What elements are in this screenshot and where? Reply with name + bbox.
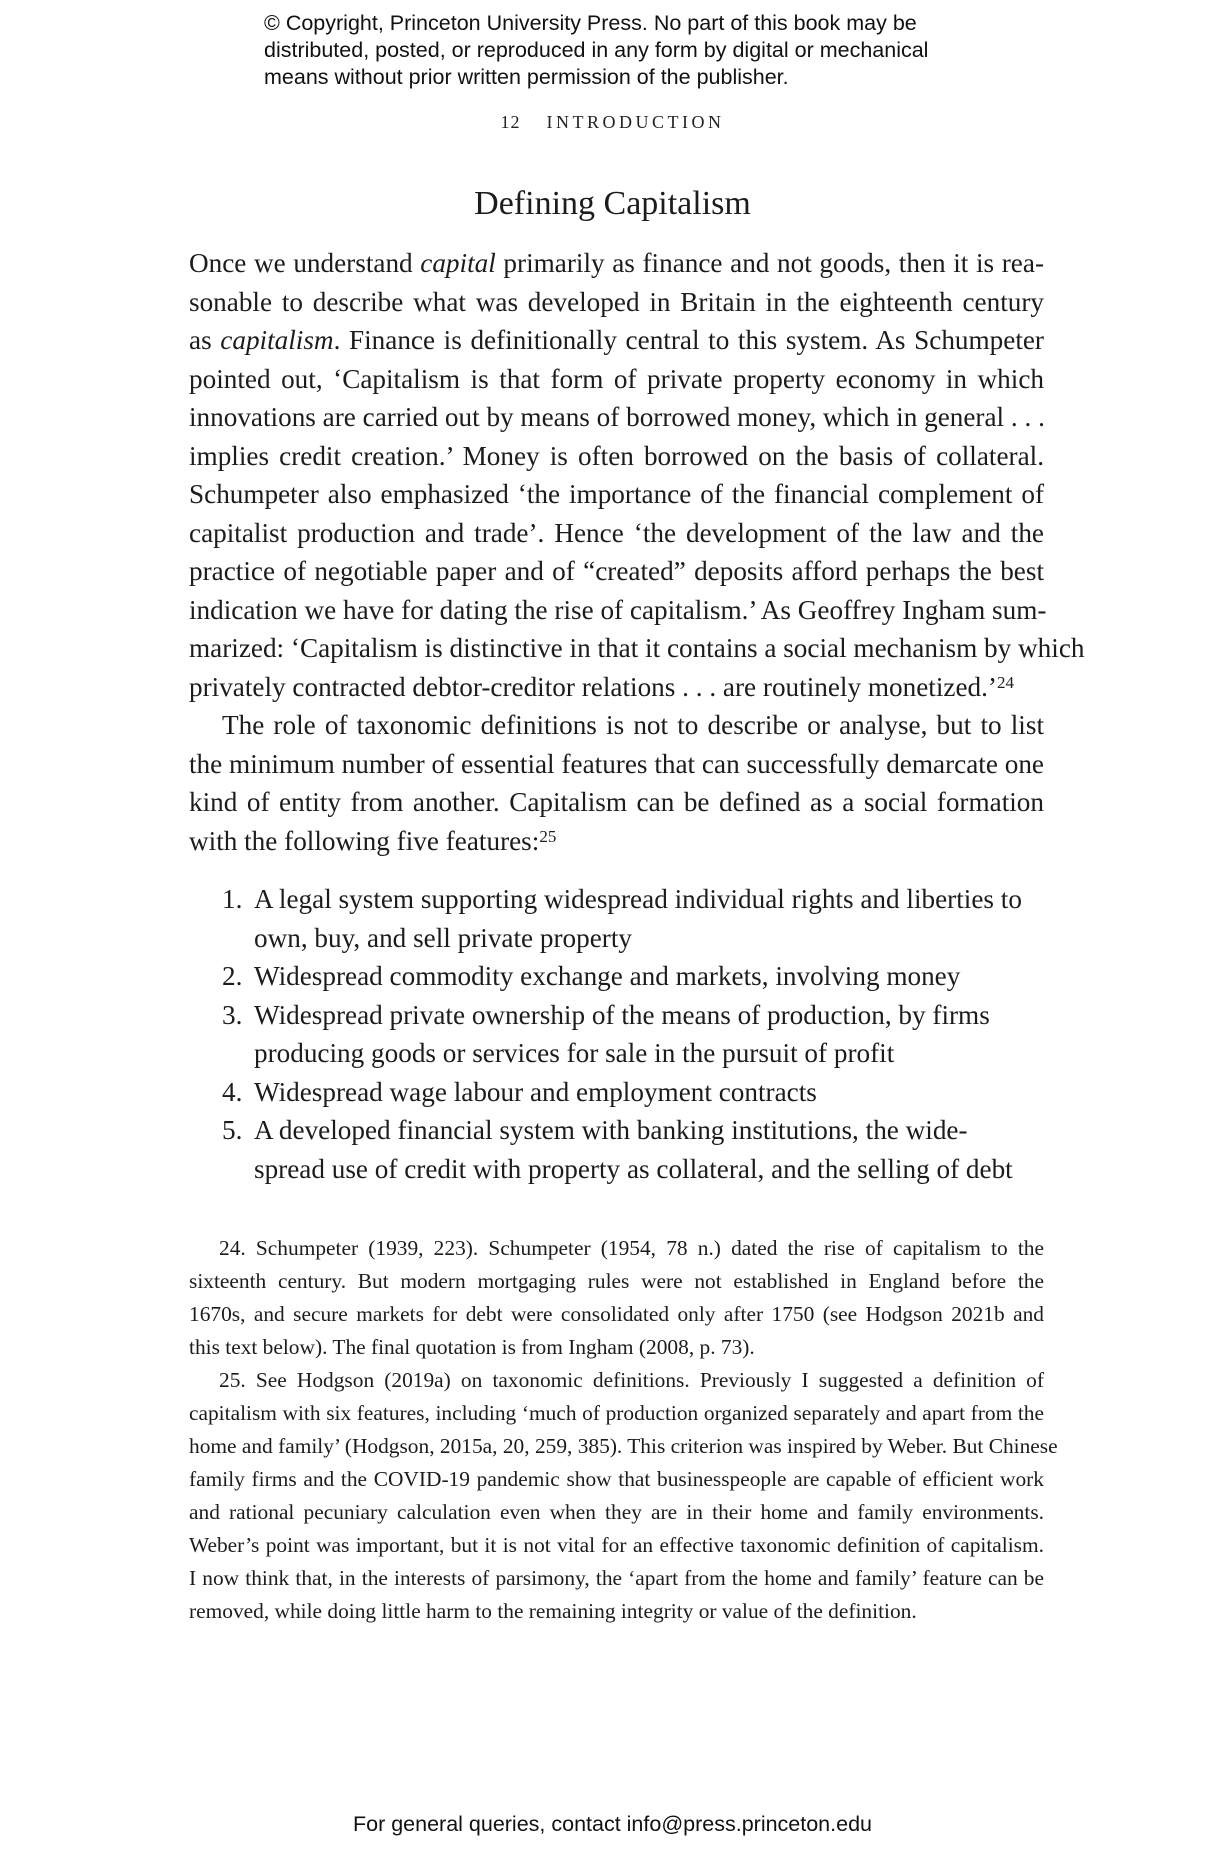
text-line: The role of taxonomic definitions is not to describe or analyse, but to list [222,710,1044,740]
text-line: the minimum number of essential features that can successfully demarcate one [189,748,1044,779]
footnote-line: Weber’s point was important, but it is not vital for an effective taxonomic definition of capitalism. [189,1533,1044,1557]
text-line: innovations are carried out by means of borrowed money, which in general . . . [189,402,1045,432]
footnote-line: 1670s, and secure markets for debt were consolidated only after 1750 (see Hodgson 2021b and [189,1302,1044,1326]
text-line: indication we have for dating the rise of capitalism.’ As Geoffrey Ingham sum- [189,594,1047,625]
list-item-text: A developed financial system with banking institutions, the wide- [254,1115,968,1145]
list-item-text: Widespread wage labour and employment contracts [254,1076,817,1107]
list-item-text: A legal system supporting widespread individual rights and liberties to [254,884,1022,914]
text-line: Once we understand capital primarily as finance and not goods, then it is rea- [189,248,1044,278]
features-list [189,880,1044,1188]
list-item [189,1073,1044,1112]
footnote-line: I now think that, in the interests of parsimony, the ‘apart from the home and family’ feature can be [189,1566,1044,1590]
page-number: 12 [500,112,521,132]
list-item [189,1111,1044,1188]
list-item-text: producing goods or services for sale in the pursuit of profit [254,1038,895,1068]
list-item-text: Widespread commodity exchange and markets, involving money [254,961,961,991]
text-line: Schumpeter also emphasized ‘the importance of the financial complement of [189,479,1044,509]
list-item-number: 4. [222,1076,243,1107]
copyright-line: distributed, posted, or reproduced in any form by digital or mechanical [264,38,929,62]
contact-line: For general queries, contact info@press.princeton.edu [352,1812,872,1836]
running-head [0,112,1225,133]
emphasis-capital: capital [420,248,496,278]
footnote-25: 25. See Hodgson (2019a) on taxonomic definitions. Previously I suggested a definition of [219,1368,1044,1392]
footnote-line: and rational pecuniary calculation even when they are in their home and family environments. [189,1500,1044,1524]
footnote-line: this text below). The final quotation is from Ingham (2008, p. 73). [189,1335,755,1359]
text-line: as capitalism. Finance is definitionally central to this system. As Schumpeter [189,325,1044,355]
list-item [189,996,1044,1073]
copyright-notice [264,10,1024,91]
footnotes [189,1232,1058,1628]
text-line: with the following five features:$^{25}$ [189,825,557,856]
list-item-number: 3. [222,999,243,1030]
footnote-line: capitalism with six features, including ‘much of production organized separately and apart from the [189,1401,1044,1425]
emphasis-capitalism: capitalism [220,325,334,355]
text-line: privately contracted debtor-creditor relations . . . are routinely monetized.’$^{24}$ [189,671,1014,702]
section-title: Defining Capitalism [474,185,751,222]
list-item-number: 5. [222,1115,243,1145]
text-line: practice of negotiable paper and of “created” deposits afford perhaps the best [189,556,1044,586]
list-item-text: Widespread private ownership of the means of production, by firms [254,999,990,1030]
running-head-section: INTRODUCTION [546,112,725,132]
list-item-number: 2. [222,961,243,991]
copyright-line: © Copyright, Princeton University Press. No part of this book may be [264,11,917,35]
text-line: capitalist production and trade’. Hence ‘the development of the law and the [189,517,1044,548]
footnote-ref-25: 25 [539,826,557,846]
list-item [189,880,1044,957]
list-item-text: own, buy, and sell private property [254,922,633,953]
list-item-number: 1. [222,884,243,914]
text-line: sonable to describe what was developed in Britain in the eighteenth century [189,286,1044,317]
footnote-line: family firms and the COVID-19 pandemic show that businesspeople are capable of efficient work [189,1467,1044,1491]
footnote-24: 24. Schumpeter (1939, 223). Schumpeter (1954, 78 n.) dated the rise of capitalism to the [219,1236,1044,1260]
copyright-line: means without prior written permission of the publisher. [264,65,789,89]
text-line: marized: ‘Capitalism is distinctive in that it contains a social mechanism by which [189,633,1085,663]
footnote-line: sixteenth century. But modern mortgaging rules were not established in England before the [189,1269,1044,1293]
footnote-ref-24: 24 [996,672,1014,692]
footnote-line: home and family’ (Hodgson, 2015a, 20, 259, 385). This criterion was inspired by Weber. But Chinese [189,1434,1058,1458]
list-item [189,957,1044,996]
text-line: pointed out, ‘Capitalism is that form of private property economy in which [189,363,1044,394]
footnote-line: removed, while doing little harm to the remaining integrity or value of the definition. [189,1599,917,1623]
list-item-text: spread use of credit with property as collateral, and the selling of debt [254,1153,1013,1184]
body-text [189,244,1085,860]
text-line: kind of entity from another. Capitalism can be defined as a social formation [189,787,1044,817]
text-line: implies credit creation.’ Money is often borrowed on the basis of collateral. [189,440,1044,471]
